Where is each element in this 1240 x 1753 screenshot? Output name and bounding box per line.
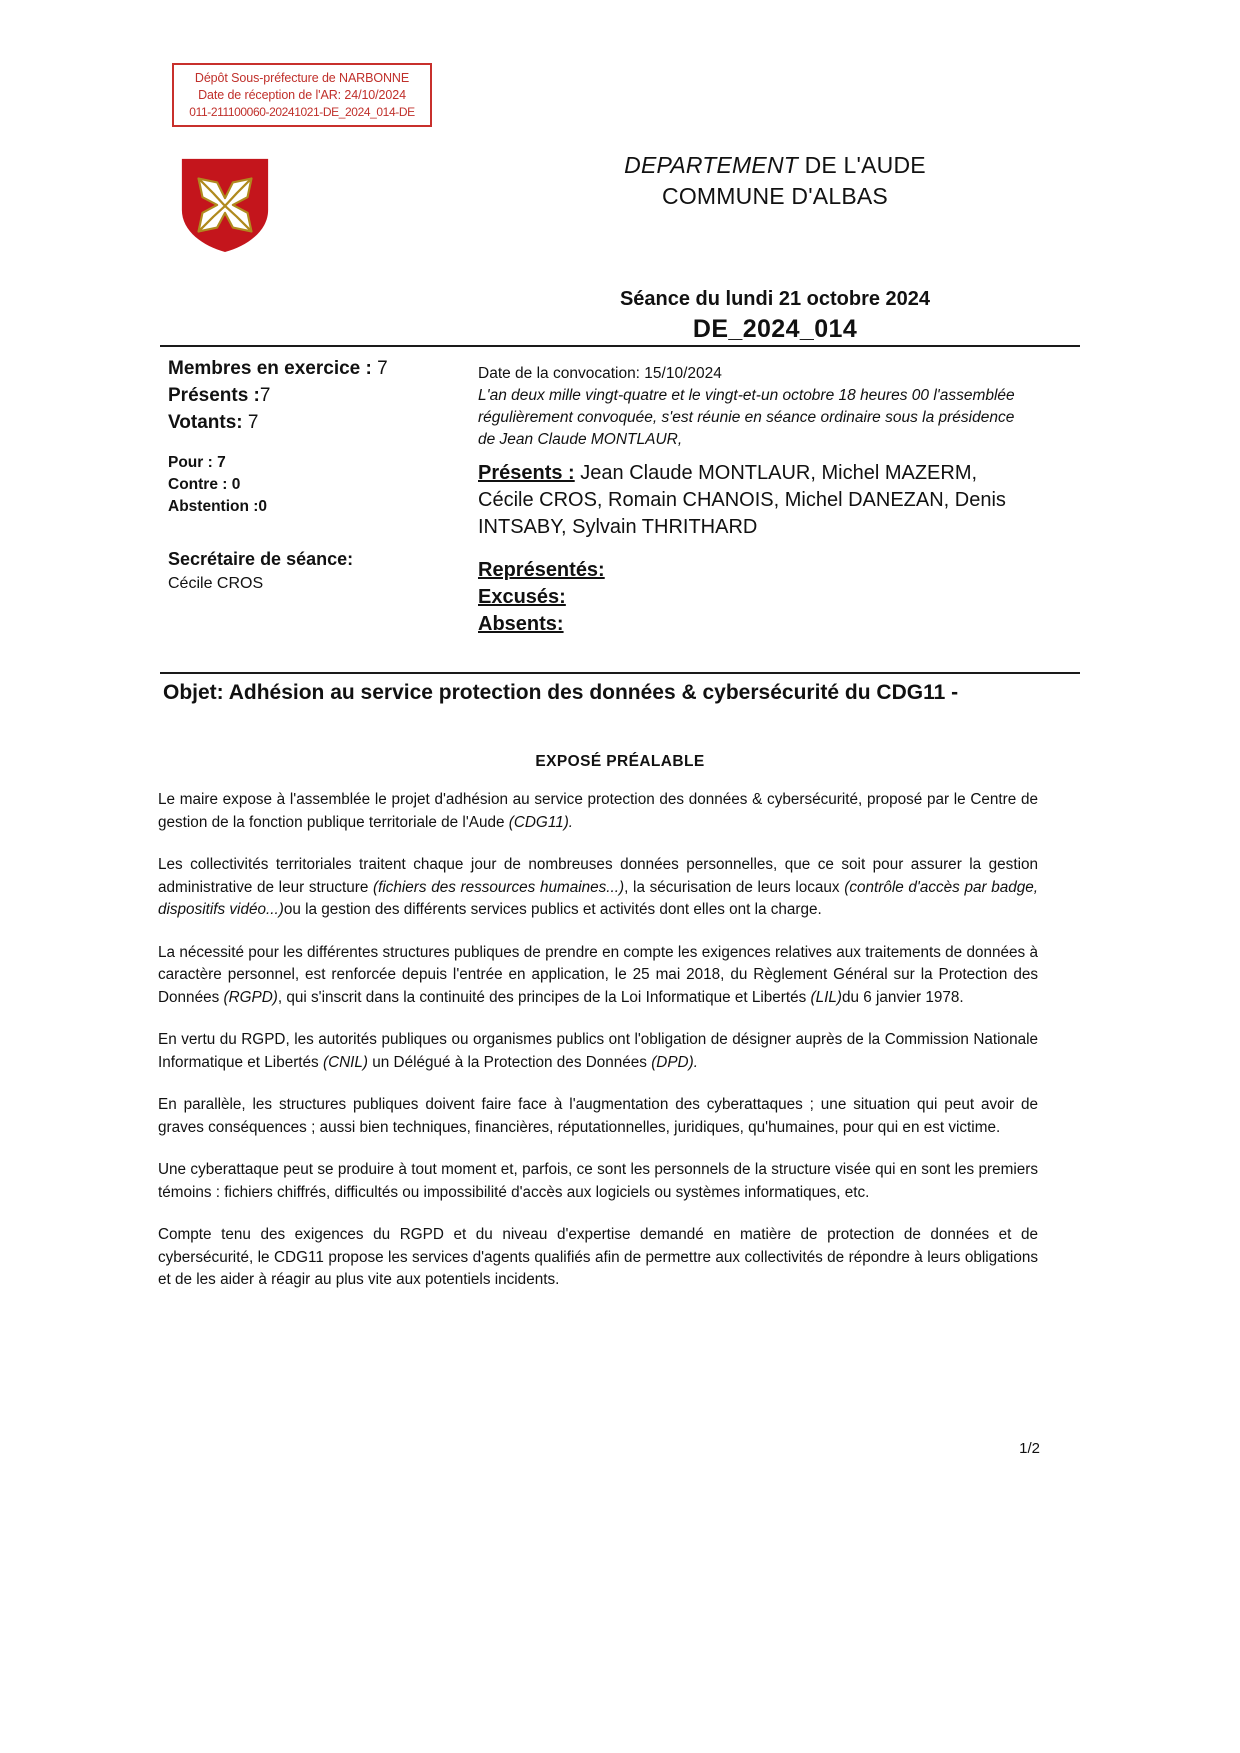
- plain-text: Compte tenu des exigences du RGPD et du niveau d'expertise demandé en matière de protection de données et de cybersécurité, le CDG11 propose les services d'agents qualifiés afin de permettre aux collectivités de répondre à leurs obligations et de les aider à réagir au plus vite aux potentiels incidents.: [158, 1226, 1038, 1288]
- emphasis-text: (DPD).: [651, 1053, 698, 1071]
- plain-text: , la sécurisation de leurs locaux: [624, 878, 845, 896]
- members-value: 7: [377, 358, 388, 379]
- present-count: [168, 382, 468, 409]
- represented-label: [478, 557, 1018, 584]
- voters-count: [168, 409, 468, 436]
- deposit-stamp: [172, 63, 432, 127]
- present-label: Présents :: [168, 385, 260, 406]
- emphasis-text: (RGPD): [223, 988, 278, 1006]
- plain-text: En parallèle, les structures publiques doivent faire face à l'augmentation des cyberattaques ; une situation qui peut avoir de graves conséquences ; aussi bien techniques, financières, réputationnelles, juridiques, qu'humaines, pour qui en est victime.: [158, 1096, 1038, 1136]
- plain-text: un Délégué à la Protection des Données: [368, 1053, 652, 1071]
- secretary-label: Secrétaire de séance:: [168, 549, 354, 569]
- votes-against: Contre : 0: [168, 476, 241, 493]
- divider-objet: [160, 672, 1080, 674]
- stamp-line-reception-date: Date de réception de l'AR: 24/10/2024: [198, 88, 406, 102]
- body-paragraph: [158, 1224, 1038, 1292]
- plain-text: , qui s'inscrit dans la continuité des principes de la Loi Informatique et Libertés: [277, 988, 811, 1006]
- represented-text: Représentés:: [478, 559, 605, 581]
- department-header: [470, 150, 1080, 212]
- plain-text: La nécessité pour les différentes structures publiques de prendre en compte les exigences relatives aux traitements de données à caractère personnel, est renforcée depuis l'entrée en application, le 25 mai 2018, du Règlement Général sur la Protection des Données: [158, 943, 1038, 1006]
- session-secretary: [168, 546, 468, 596]
- body-paragraph: [158, 1029, 1038, 1074]
- page-number: 1/2: [1019, 1440, 1040, 1457]
- votes-abstention: Abstention :0: [168, 498, 268, 515]
- convocation-date: Date de la convocation: 15/10/2024: [478, 365, 722, 382]
- plain-text: Les collectivités territoriales traitent chaque jour de nombreuses données personnelles, que ce soit pour assurer la gestion administrative de leur structure: [158, 856, 1038, 896]
- body-paragraph: [158, 1159, 1038, 1204]
- commune-line: COMMUNE D'ALBAS: [662, 183, 888, 209]
- convocation-block: [478, 363, 1018, 451]
- stamp-line-prefecture: Dépôt Sous-préfecture de NARBONNE: [194, 71, 410, 85]
- deliberation-id: DE_2024_014: [692, 315, 858, 343]
- voters-value: 7: [247, 412, 259, 433]
- plain-text: En vertu du RGPD, les autorités publiques ou organismes publics ont l'obligation de désigner auprès de la Commission Nationale Informatique et Libertés: [158, 1031, 1038, 1071]
- present-members-row: [478, 460, 1018, 541]
- stamp-line-reference: 011-211100060-20241021-DE_2024_014-DE: [189, 105, 415, 119]
- body-paragraph: [158, 1094, 1038, 1139]
- emphasis-text: (contrôle d'accès par badge, dispositifs vidéo...): [158, 878, 1038, 918]
- present-members-label: Présents :: [478, 462, 575, 484]
- body-paragraph: [158, 789, 1038, 834]
- session-header: [470, 285, 1080, 345]
- body-paragraph: [158, 854, 1038, 922]
- attendance-counts: [168, 355, 468, 518]
- absent-text: Absents:: [478, 613, 564, 635]
- coat-of-arms-icon: [176, 155, 274, 253]
- excused-text: Excusés:: [478, 586, 566, 608]
- emphasis-text: (CNIL): [322, 1053, 369, 1071]
- department-rest: DE L'AUDE: [798, 152, 926, 178]
- present-members-block: [478, 460, 1018, 541]
- session-date: Séance du lundi 21 octobre 2024: [619, 288, 931, 310]
- department-line: [470, 150, 1080, 181]
- present-members-names: Jean Claude MONTLAUR, Michel MAZERM, Cécile CROS, Romain CHANOIS, Michel DANEZAN, Denis INTSABY, Sylvain THRITHARD: [478, 462, 1006, 538]
- convocation-statement: L'an deux mille vingt-quatre et le vingt-et-un octobre 18 heures 00 l'assemblée régulièrement convoquée, s'est réunie en séance ordinaire sous la présidence de Jean Claude MONTLAUR,: [478, 387, 1015, 448]
- present-value: 7: [259, 385, 271, 406]
- divider-top: [160, 345, 1080, 347]
- absent-label: [478, 611, 1018, 638]
- excused-label: [478, 584, 1018, 611]
- plain-text: du 6 janvier 1978.: [842, 988, 964, 1006]
- plain-text: ou la gestion des différents services publics et activités dont elles ont la charge.: [283, 901, 822, 918]
- members-in-office: [168, 355, 468, 382]
- body-text: [158, 789, 1038, 1312]
- expose-prealable-heading: EXPOSÉ PRÉALABLE: [535, 753, 705, 770]
- members-label: Membres en exercice :: [168, 358, 378, 379]
- secretary-name: Cécile CROS: [168, 575, 264, 592]
- attendance-stub-list: [478, 557, 1018, 638]
- plain-text: Une cyberattaque peut se produire à tout moment et, parfois, ce sont les personnels de la structure visée qui en sont les premiers témoins : fichiers chiffrés, difficultés ou impossibilité d'accès aux logiciels ou systèmes informatiques, etc.: [158, 1161, 1038, 1201]
- emphasis-text: (LIL): [810, 988, 842, 1006]
- department-word: DEPARTEMENT: [624, 152, 799, 178]
- voters-label: Votants:: [168, 412, 248, 433]
- counts-spacer: [168, 436, 468, 452]
- votes-for: Pour : 7: [168, 454, 226, 471]
- plain-text: Le maire expose à l'assemblée le projet d'adhésion au service protection des données & cybersécurité, proposé par le Centre de gestion de la fonction publique territoriale de l'Aude: [158, 791, 1038, 831]
- emphasis-text: (CDG11).: [508, 813, 574, 831]
- emphasis-text: (fichiers des ressources humaines...): [373, 878, 625, 896]
- objet-title: Objet: Adhésion au service protection des données & cybersécurité du CDG11 -: [163, 681, 959, 704]
- body-paragraph: [158, 942, 1038, 1010]
